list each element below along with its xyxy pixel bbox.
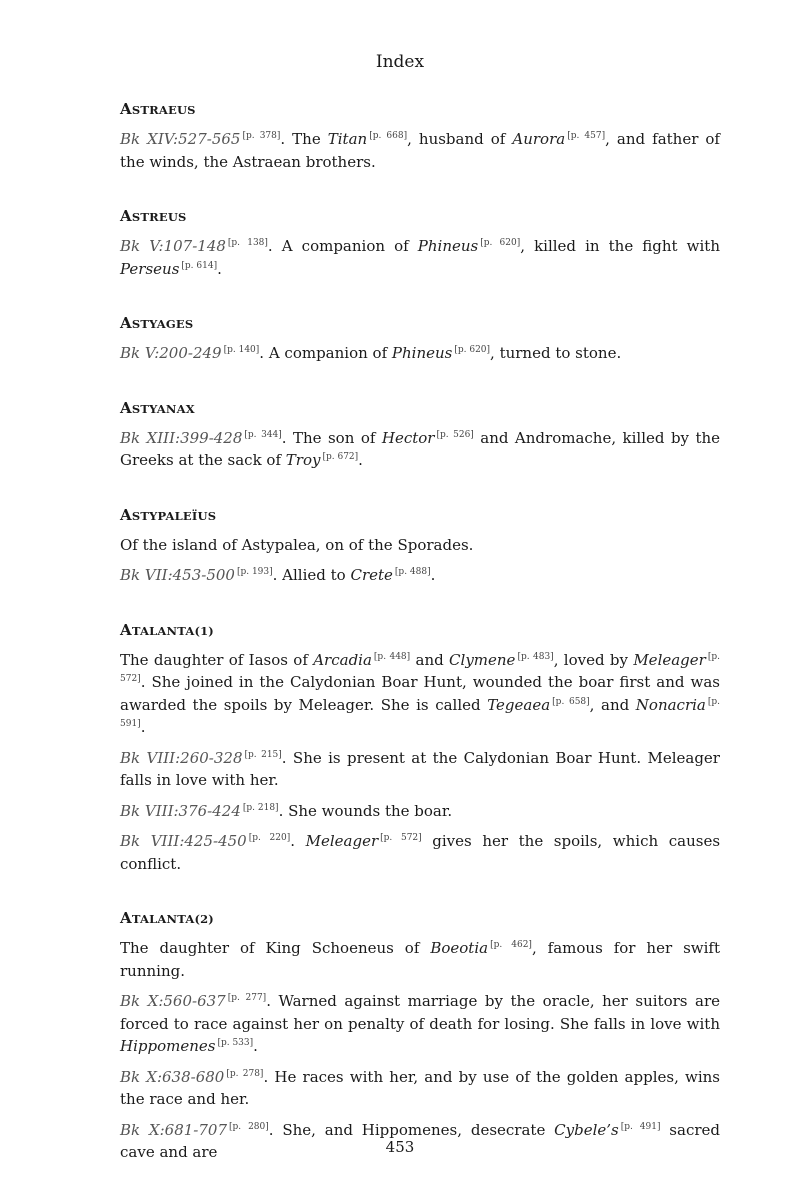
- body-text: . He races with her, and by use of the golden apples, wins the race and her.: [120, 1067, 721, 1108]
- book-reference-link[interactable]: Bk V:107-148: [120, 237, 226, 255]
- body-text: , and father of the winds, the Astraean brothers.: [120, 130, 720, 171]
- page-ref-link[interactable]: [p. 620]: [454, 345, 491, 355]
- book-reference-link[interactable]: Bk XIII:399-428: [120, 428, 243, 447]
- body-text: The daughter of King Schoeneus of: [120, 939, 431, 957]
- entry-heading: ASTYPALEÏUS: [120, 505, 217, 524]
- page-ref-link[interactable]: [p. 658]: [552, 696, 590, 707]
- page-ref-link[interactable]: [p. 280]: [229, 1121, 269, 1132]
- name-link[interactable]: Phineus: [417, 237, 479, 255]
- page-ref-link[interactable]: [p. 533]: [217, 1038, 254, 1048]
- index-entry: [120, 399, 720, 472]
- page-ref-link[interactable]: [p. 572]: [380, 833, 422, 843]
- body-text: , turned to stone.: [490, 344, 622, 362]
- page-ref-link[interactable]: [p. 572]: [120, 651, 720, 684]
- entry-heading: ATALANTA(2): [120, 909, 214, 927]
- name-link[interactable]: Crete: [350, 566, 393, 584]
- body-text: . Allied to: [272, 566, 351, 584]
- body-text: sacred cave and are: [120, 1120, 721, 1161]
- index-entry: [120, 207, 720, 280]
- body-text: . The: [280, 130, 328, 148]
- page-ref-link[interactable]: [p. 138]: [227, 238, 268, 248]
- name-link[interactable]: Boeotia: [430, 939, 489, 957]
- name-link[interactable]: Titan: [327, 130, 368, 148]
- name-link[interactable]: Meleager: [305, 832, 379, 850]
- running-header: Index: [375, 52, 425, 72]
- name-link[interactable]: Cybele’s: [554, 1120, 619, 1139]
- entry-paragraph: [120, 342, 720, 365]
- body-text: . She, and Hippomenes, desecrate: [268, 1120, 555, 1139]
- book-reference-link[interactable]: Bk XIV:527-565: [120, 130, 241, 148]
- name-link[interactable]: Aurora: [512, 130, 566, 148]
- name-link[interactable]: Nonacria: [635, 695, 706, 714]
- book-reference-link[interactable]: Bk V:200-249: [120, 344, 222, 362]
- body-text: . The son of: [281, 428, 382, 447]
- body-text: .: [430, 566, 436, 584]
- body-text: , loved by: [553, 650, 634, 669]
- body-text: .: [253, 1037, 258, 1055]
- entry-paragraph: [120, 427, 720, 472]
- page-ref-link[interactable]: [p. 483]: [517, 651, 554, 662]
- book-reference-link[interactable]: Bk X:681-707: [120, 1120, 228, 1139]
- index-entry: [120, 909, 720, 1164]
- entry-paragraph: [120, 564, 720, 587]
- body-text: gives her the spoils, which causes conflict.: [120, 832, 721, 873]
- body-text: and Andromache, killed by the Greeks at the sack of: [120, 428, 721, 469]
- name-link[interactable]: Meleager: [633, 650, 706, 669]
- entry-paragraph: [120, 830, 720, 875]
- name-link[interactable]: Hippomenes: [120, 1037, 216, 1055]
- entry-heading: ASTRAEUS: [120, 100, 196, 118]
- body-text: .: [358, 451, 363, 469]
- page-ref-link[interactable]: [p. 220]: [248, 833, 291, 843]
- page-ref-link[interactable]: [p. 215]: [244, 749, 282, 760]
- name-link[interactable]: Troy: [285, 451, 321, 469]
- page-ref-link[interactable]: [p. 668]: [369, 131, 408, 141]
- body-text: , famous for her swift running.: [120, 939, 720, 980]
- name-link[interactable]: Phineus: [391, 344, 453, 362]
- page-ref-link[interactable]: [p. 488]: [394, 567, 431, 577]
- page-ref-link[interactable]: [p. 378]: [242, 131, 281, 141]
- book-reference-link[interactable]: Bk VIII:425-450: [120, 832, 247, 850]
- body-text: .: [140, 718, 146, 736]
- body-text: . A companion of: [267, 237, 418, 255]
- page-ref-link[interactable]: [p. 672]: [322, 452, 359, 462]
- book-reference-link[interactable]: Bk VII:453-500: [120, 566, 235, 584]
- entry-paragraph: [120, 937, 720, 982]
- body-text: .: [217, 259, 222, 278]
- index-entries: [120, 100, 720, 1198]
- entry-heading: ATALANTA(1): [120, 620, 214, 639]
- book-reference-link[interactable]: Bk X:638-680: [120, 1067, 225, 1086]
- page-ref-link[interactable]: [p. 344]: [244, 429, 282, 440]
- index-entry: [120, 100, 720, 173]
- body-text: . Warned against marriage by the oracle, her suitors are forced to race against her on penalty of death for losing. She falls in love with: [120, 992, 720, 1033]
- entry-heading: ASTREUS: [120, 207, 187, 225]
- body-text: and: [410, 650, 450, 669]
- page-ref-link[interactable]: [p. 193]: [236, 567, 273, 577]
- page-ref-link[interactable]: [p. 457]: [567, 131, 606, 141]
- page-ref-link[interactable]: [p. 620]: [480, 238, 521, 248]
- page-ref-link[interactable]: [p. 526]: [436, 429, 474, 440]
- page-ref-link[interactable]: [p. 218]: [242, 802, 279, 813]
- page-ref-link[interactable]: [p. 462]: [490, 940, 532, 950]
- page-number: 453: [385, 1138, 415, 1156]
- body-text: Of the island of Astypalea, on of the Sporades.: [120, 535, 474, 554]
- body-text: , and: [589, 695, 636, 714]
- body-text: . She wounds the boar.: [278, 801, 453, 820]
- entry-paragraph: [120, 128, 720, 173]
- index-entry: [120, 506, 720, 587]
- body-text: . She joined in the Calydonian Boar Hunt, wounded the boar first and was awarded the spoils by Meleager. She is called: [120, 673, 720, 714]
- page-ref-link[interactable]: [p. 277]: [227, 993, 267, 1003]
- name-link[interactable]: Hector: [381, 428, 435, 447]
- body-text: , husband of: [407, 130, 513, 148]
- body-text: . She is present at the Calydonian Boar Hunt. Meleager falls in love with her.: [120, 748, 720, 789]
- book-reference-link[interactable]: Bk X:560-637: [120, 992, 226, 1010]
- body-text: , killed in the fight with: [520, 237, 720, 255]
- name-link[interactable]: Tegeaea: [487, 695, 551, 714]
- entry-paragraph: [120, 747, 720, 792]
- page-ref-link[interactable]: [p. 278]: [226, 1068, 264, 1079]
- book-reference-link[interactable]: Bk VIII:260-328: [120, 748, 243, 767]
- page-ref-link[interactable]: [p. 591]: [120, 696, 721, 729]
- entry-heading: ASTYANAX: [120, 398, 195, 417]
- body-text: .: [290, 832, 306, 850]
- index-entry: [120, 621, 720, 876]
- entry-paragraph: [120, 990, 720, 1058]
- book-reference-link[interactable]: Bk VIII:376-424: [120, 801, 241, 820]
- index-entry: [120, 314, 720, 365]
- entry-paragraph: [120, 235, 720, 280]
- entry-paragraph: [120, 1066, 720, 1111]
- page-ref-link[interactable]: [p. 140]: [223, 345, 260, 355]
- name-link[interactable]: Arcadia: [313, 650, 372, 669]
- entry-paragraph: [120, 534, 720, 557]
- name-link[interactable]: Clymene: [449, 650, 516, 669]
- body-text: . A companion of: [259, 344, 392, 362]
- name-link[interactable]: Perseus: [120, 259, 180, 278]
- entry-heading: ASTYAGES: [120, 314, 194, 332]
- body-text: The daughter of Iasos of: [120, 650, 314, 669]
- page-ref-link[interactable]: [p. 448]: [373, 651, 411, 662]
- entry-paragraph: [120, 800, 720, 823]
- page-ref-link[interactable]: [p. 491]: [620, 1121, 661, 1132]
- page-ref-link[interactable]: [p. 614]: [181, 260, 218, 271]
- entry-paragraph: [120, 649, 720, 739]
